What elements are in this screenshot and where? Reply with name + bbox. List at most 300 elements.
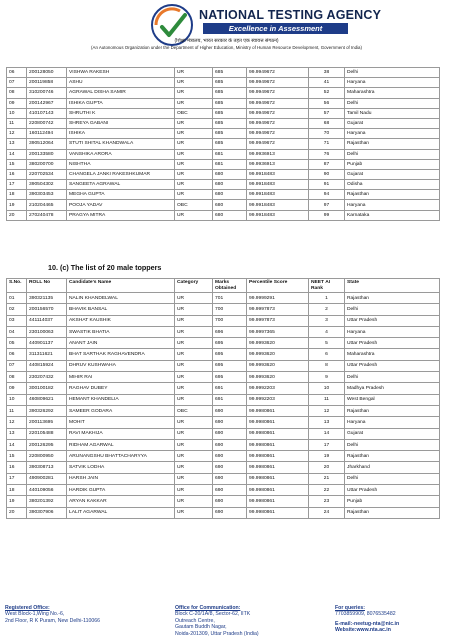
- cell-candidate-name: SHRUTHI K: [67, 108, 175, 118]
- cell-marks: 690: [213, 428, 247, 439]
- cell-candidate-name: MOHIT: [67, 417, 175, 428]
- cell-roll-no: 390308713: [27, 462, 67, 473]
- cell-sno: 04: [7, 326, 27, 337]
- female-toppers-table-continued: [6, 67, 440, 221]
- cell-sno: 16: [7, 462, 27, 473]
- cell-sno: 15: [7, 451, 27, 462]
- cell-state: Tamil Nadu: [345, 108, 440, 118]
- col-header-name: Candidate's Name: [67, 279, 175, 293]
- cell-sno: 18: [7, 190, 27, 200]
- cell-marks: 685: [213, 139, 247, 149]
- cell-marks: 696: [213, 326, 247, 337]
- table-row: [7, 159, 440, 169]
- table-row: [7, 349, 440, 360]
- queries-contact: [335, 605, 399, 634]
- cell-neet-rank: 13: [309, 417, 345, 428]
- communication-office-line: Gautam Buddh Nagar,: [175, 624, 227, 631]
- table-row: [7, 304, 440, 315]
- table-row: [7, 88, 440, 98]
- cell-state: Delhi: [345, 98, 440, 108]
- cell-candidate-name: ISHIKA: [67, 129, 175, 139]
- cell-sno: 05: [7, 338, 27, 349]
- cell-sno: 13: [7, 139, 27, 149]
- cell-category: OBC: [175, 200, 213, 210]
- cell-neet-rank: 2: [309, 304, 345, 315]
- cell-roll-no: 220800742: [27, 118, 67, 128]
- cell-candidate-name: RAGHAV DUBEY: [67, 383, 175, 394]
- registered-office-title: Registered Office:: [5, 605, 50, 611]
- cell-category: UR: [175, 315, 213, 326]
- cell-candidate-name: ISHIKA GUPTA: [67, 98, 175, 108]
- cell-marks: 680: [213, 200, 247, 210]
- section-title: 10. (c) The list of 20 male toppers: [48, 263, 162, 272]
- cell-sno: 13: [7, 428, 27, 439]
- cell-roll-no: 210204465: [27, 200, 67, 210]
- cell-candidate-name: SHREYA GABANI: [67, 118, 175, 128]
- cell-marks: 695: [213, 349, 247, 360]
- hindi-subtitle: (शिक्षा मंत्रालय, भारत सरकार के तहत एक स्वायत्त संगठन): [174, 38, 279, 44]
- cell-category: OBC: [175, 405, 213, 416]
- cell-marks: 685: [213, 78, 247, 88]
- cell-neet-rank: 4: [309, 326, 345, 337]
- cell-state: Gujarat: [345, 118, 440, 128]
- english-subtitle: (An Autonomous Organization under the Department of Higher Education, Ministry of Human Resource Development, Government of India): [91, 45, 362, 50]
- cell-state: Gujarat: [345, 169, 440, 179]
- cell-category: UR: [175, 349, 213, 360]
- cell-neet-rank: 3: [309, 315, 345, 326]
- cell-state: Uttar Pradesh: [345, 485, 440, 496]
- cell-roll-no: 200119858: [27, 78, 67, 88]
- cell-percentile: 99.9949672: [247, 78, 309, 88]
- cell-category: UR: [175, 88, 213, 98]
- cell-candidate-name: AGRAWAL DISHA SAMIR: [67, 88, 175, 98]
- table-row: [7, 169, 440, 179]
- cell-category: UR: [175, 169, 213, 179]
- cell-sno: 18: [7, 485, 27, 496]
- cell-percentile: 99.9980861: [247, 507, 309, 518]
- cell-category: UR: [175, 304, 213, 315]
- cell-sno: 14: [7, 439, 27, 450]
- cell-neet-rank: 12: [309, 405, 345, 416]
- cell-state: Rajasthan: [345, 139, 440, 149]
- cell-state: Delhi: [345, 372, 440, 383]
- table-row: [7, 338, 440, 349]
- cell-roll-no: 230207432: [27, 372, 67, 383]
- cell-sno: 10: [7, 108, 27, 118]
- cell-percentile: 99.9997873: [247, 304, 309, 315]
- table-row: [7, 326, 440, 337]
- table-row: [7, 439, 440, 450]
- cell-percentile: 99.9997873: [247, 315, 309, 326]
- cell-marks: 680: [213, 210, 247, 220]
- cell-percentile: 99.9993620: [247, 338, 309, 349]
- table-row: [7, 190, 440, 200]
- cell-neet-rank: 52: [309, 88, 345, 98]
- cell-category: OBC: [175, 108, 213, 118]
- cell-percentile: 99.9918483: [247, 169, 309, 179]
- cell-marks: 691: [213, 383, 247, 394]
- cell-percentile: 99.9980861: [247, 428, 309, 439]
- cell-roll-no: 390303453: [27, 190, 67, 200]
- cell-state: Haryana: [345, 417, 440, 428]
- table-row: [7, 68, 440, 78]
- cell-category: UR: [175, 159, 213, 169]
- cell-neet-rank: 21: [309, 473, 345, 484]
- cell-category: UR: [175, 462, 213, 473]
- table-row: [7, 473, 440, 484]
- cell-percentile: 99.9993620: [247, 372, 309, 383]
- table-row: [7, 118, 440, 128]
- table-row: [7, 315, 440, 326]
- cell-candidate-name: BHAVIK BANSAL: [67, 304, 175, 315]
- cell-candidate-name: RIDHAM AGARWAL: [67, 439, 175, 450]
- cell-roll-no: 390321135: [27, 293, 67, 304]
- col-header-rank: NEET AI Rank: [309, 279, 345, 293]
- cell-state: Delhi: [345, 473, 440, 484]
- page-footer: [0, 605, 453, 640]
- col-header-sno: S.No.: [7, 279, 27, 293]
- cell-roll-no: 440901137: [27, 338, 67, 349]
- cell-marks: 685: [213, 88, 247, 98]
- cell-sno: 19: [7, 200, 27, 210]
- cell-sno: 20: [7, 507, 27, 518]
- cell-category: UR: [175, 417, 213, 428]
- cell-candidate-name: HARDIK GUPTA: [67, 485, 175, 496]
- cell-percentile: 99.9999291: [247, 293, 309, 304]
- cell-marks: 695: [213, 360, 247, 371]
- cell-neet-rank: 56: [309, 98, 345, 108]
- cell-percentile: 99.9949672: [247, 129, 309, 139]
- cell-candidate-name: SANGEETA AGRAWAL: [67, 180, 175, 190]
- cell-candidate-name: VANSHIKA ARORA: [67, 149, 175, 159]
- cell-state: West Bengal: [345, 394, 440, 405]
- cell-marks: 681: [213, 149, 247, 159]
- cell-marks: 690: [213, 405, 247, 416]
- cell-neet-rank: 41: [309, 78, 345, 88]
- col-header-state: State: [345, 279, 440, 293]
- cell-state: Delhi: [345, 68, 440, 78]
- table-row: [7, 200, 440, 210]
- cell-percentile: 99.9980861: [247, 496, 309, 507]
- cell-percentile: 99.9949672: [247, 118, 309, 128]
- cell-roll-no: 390504302: [27, 180, 67, 190]
- cell-state: Haryana: [345, 326, 440, 337]
- cell-sno: 19: [7, 496, 27, 507]
- cell-sno: 20: [7, 210, 27, 220]
- cell-neet-rank: 68: [309, 118, 345, 128]
- cell-state: Rajasthan: [345, 507, 440, 518]
- cell-neet-rank: 10: [309, 383, 345, 394]
- cell-state: Delhi: [345, 439, 440, 450]
- cell-sno: 02: [7, 304, 27, 315]
- table-row: [7, 485, 440, 496]
- cell-sno: 07: [7, 360, 27, 371]
- cell-candidate-name: DHRUV KUSHWAHA: [67, 360, 175, 371]
- cell-roll-no: 380201392: [27, 496, 67, 507]
- cell-sno: 01: [7, 293, 27, 304]
- cell-sno: 12: [7, 129, 27, 139]
- cell-percentile: 99.9980861: [247, 439, 309, 450]
- cell-marks: 690: [213, 439, 247, 450]
- cell-state: Uttar Pradesh: [345, 315, 440, 326]
- cell-marks: 685: [213, 129, 247, 139]
- cell-roll-no: 441114037: [27, 315, 67, 326]
- cell-percentile: 99.9918483: [247, 190, 309, 200]
- cell-category: UR: [175, 180, 213, 190]
- registered-office: [5, 605, 100, 624]
- cell-roll-no: 390326292: [27, 405, 67, 416]
- cell-category: UR: [175, 98, 213, 108]
- cell-category: UR: [175, 496, 213, 507]
- cell-sno: 06: [7, 349, 27, 360]
- cell-state: Maharashtra: [345, 349, 440, 360]
- cell-percentile: 99.9949672: [247, 98, 309, 108]
- cell-marks: 700: [213, 315, 247, 326]
- cell-marks: 701: [213, 293, 247, 304]
- cell-sno: 15: [7, 159, 27, 169]
- cell-roll-no: 300100182: [27, 383, 67, 394]
- cell-neet-rank: 97: [309, 200, 345, 210]
- table-row: [7, 394, 440, 405]
- cell-candidate-name: ARUNANGSHU BHATTACHARYYA: [67, 451, 175, 462]
- cell-roll-no: 440815924: [27, 360, 67, 371]
- cell-roll-no: 230100063: [27, 326, 67, 337]
- cell-percentile: 99.9993620: [247, 349, 309, 360]
- cell-state: Gujarat: [345, 428, 440, 439]
- cell-sno: 10: [7, 394, 27, 405]
- agency-name: NATIONAL TESTING AGENCY: [199, 8, 382, 22]
- cell-state: Maharashtra: [345, 88, 440, 98]
- cell-roll-no: 200113695: [27, 417, 67, 428]
- cell-marks: 690: [213, 417, 247, 428]
- cell-neet-rank: 5: [309, 338, 345, 349]
- cell-marks: 695: [213, 372, 247, 383]
- cell-candidate-name: MEGHA GUPTA: [67, 190, 175, 200]
- cell-category: UR: [175, 428, 213, 439]
- cell-marks: 685: [213, 68, 247, 78]
- cell-category: UR: [175, 439, 213, 450]
- col-header-roll: ROLL No: [27, 279, 67, 293]
- table-row: [7, 210, 440, 220]
- table-row: [7, 108, 440, 118]
- cell-state: Haryana: [345, 200, 440, 210]
- cell-roll-no: 490900281: [27, 473, 67, 484]
- table-row: [7, 451, 440, 462]
- agency-tagline: Excellence in Assessment: [203, 23, 348, 34]
- cell-roll-no: 220800950: [27, 451, 67, 462]
- cell-percentile: 99.9949672: [247, 68, 309, 78]
- cell-roll-no: 200126295: [27, 439, 67, 450]
- cell-candidate-name: RAVI MAKHIJA: [67, 428, 175, 439]
- cell-category: UR: [175, 139, 213, 149]
- cell-percentile: 99.9992203: [247, 394, 309, 405]
- cell-roll-no: 270240478: [27, 210, 67, 220]
- cell-neet-rank: 90: [309, 169, 345, 179]
- cell-category: UR: [175, 338, 213, 349]
- cell-category: UR: [175, 372, 213, 383]
- table-row: [7, 98, 440, 108]
- cell-category: UR: [175, 118, 213, 128]
- queries-website-link[interactable]: Website:www.nta.ac.in: [335, 627, 391, 634]
- cell-sno: 17: [7, 180, 27, 190]
- cell-neet-rank: 38: [309, 68, 345, 78]
- cell-neet-rank: 94: [309, 190, 345, 200]
- queries-title: For queries:: [335, 605, 365, 611]
- cell-candidate-name: SAMEER GODARA: [67, 405, 175, 416]
- table-row: [7, 372, 440, 383]
- cell-neet-rank: 19: [309, 451, 345, 462]
- male-toppers-table-body: [7, 293, 440, 519]
- cell-state: Madhya Pradesh: [345, 383, 440, 394]
- communication-office-line: Block C-20/1A/8, Sector-62, IITK: [175, 611, 251, 618]
- cell-sno: 11: [7, 118, 27, 128]
- cell-percentile: 99.9949672: [247, 88, 309, 98]
- cell-state: Rajasthan: [345, 405, 440, 416]
- table-row: [7, 129, 440, 139]
- table-row: [7, 180, 440, 190]
- cell-state: Delhi: [345, 304, 440, 315]
- cell-marks: 690: [213, 473, 247, 484]
- cell-marks: 690: [213, 451, 247, 462]
- cell-sno: 08: [7, 88, 27, 98]
- cell-sno: 09: [7, 383, 27, 394]
- cell-percentile: 99.9992203: [247, 383, 309, 394]
- table-row: [7, 383, 440, 394]
- cell-marks: 685: [213, 118, 247, 128]
- cell-marks: 681: [213, 159, 247, 169]
- cell-candidate-name: ANANT JAIN: [67, 338, 175, 349]
- cell-sno: 11: [7, 405, 27, 416]
- cell-state: Jharkhand: [345, 462, 440, 473]
- cell-percentile: 99.9918483: [247, 210, 309, 220]
- cell-roll-no: 220702534: [27, 169, 67, 179]
- cell-candidate-name: POOJA YADAV: [67, 200, 175, 210]
- cell-sno: 16: [7, 169, 27, 179]
- cell-sno: 14: [7, 149, 27, 159]
- cell-percentile: 99.9980861: [247, 451, 309, 462]
- cell-percentile: 99.9918483: [247, 200, 309, 210]
- cell-category: UR: [175, 210, 213, 220]
- cell-category: UR: [175, 394, 213, 405]
- queries-phone: 7703859909, 8076535482: [335, 611, 396, 618]
- cell-state: Punjab: [345, 159, 440, 169]
- cell-candidate-name: NISHTHA: [67, 159, 175, 169]
- cell-candidate-name: CHANGELA JANKI RAKESHKUMAR: [67, 169, 175, 179]
- communication-office-line: Noida-201309, Uttar Pradesh (India): [175, 630, 259, 637]
- cell-neet-rank: 57: [309, 108, 345, 118]
- cell-roll-no: 160112494: [27, 129, 67, 139]
- cell-marks: 685: [213, 98, 247, 108]
- cell-marks: 680: [213, 190, 247, 200]
- cell-category: UR: [175, 293, 213, 304]
- cell-state: Punjab: [345, 496, 440, 507]
- cell-candidate-name: VISHWA RAKESH: [67, 68, 175, 78]
- cell-percentile: 99.9949672: [247, 139, 309, 149]
- cell-candidate-name: BHAT SARTHAK RAGHAVENDRA: [67, 349, 175, 360]
- cell-percentile: 99.9949672: [247, 108, 309, 118]
- cell-neet-rank: 22: [309, 485, 345, 496]
- cell-state: Rajasthan: [345, 190, 440, 200]
- cell-marks: 691: [213, 394, 247, 405]
- cell-candidate-name: SATVIK LODHA: [67, 462, 175, 473]
- registered-office-line: West Block-1,Wing No.-6,: [5, 611, 65, 618]
- female-toppers-table-body: [7, 68, 440, 221]
- cell-marks: 690: [213, 485, 247, 496]
- cell-neet-rank: 11: [309, 394, 345, 405]
- cell-percentile: 99.9980861: [247, 473, 309, 484]
- cell-candidate-name: MIHIR RAI: [67, 372, 175, 383]
- cell-neet-rank: 1: [309, 293, 345, 304]
- cell-sno: 09: [7, 98, 27, 108]
- cell-candidate-name: ASHU: [67, 78, 175, 88]
- cell-roll-no: 460809621: [27, 394, 67, 405]
- queries-email-link[interactable]: E-mail:-neetug-nta@nic.in: [335, 620, 400, 627]
- cell-neet-rank: 23: [309, 496, 345, 507]
- cell-roll-no: 380200700: [27, 159, 67, 169]
- cell-marks: 690: [213, 462, 247, 473]
- col-header-category: Category: [175, 279, 213, 293]
- cell-roll-no: 390512064: [27, 139, 67, 149]
- table-row: [7, 417, 440, 428]
- cell-marks: 690: [213, 507, 247, 518]
- cell-neet-rank: 91: [309, 180, 345, 190]
- cell-state: Uttar Pradesh: [345, 338, 440, 349]
- cell-category: UR: [175, 190, 213, 200]
- cell-candidate-name: STUTI SHITAL KHANDWALA: [67, 139, 175, 149]
- cell-roll-no: 390307906: [27, 507, 67, 518]
- cell-category: UR: [175, 326, 213, 337]
- cell-neet-rank: 9: [309, 372, 345, 383]
- cell-percentile: 99.9980861: [247, 417, 309, 428]
- cell-sno: 17: [7, 473, 27, 484]
- cell-neet-rank: 6: [309, 349, 345, 360]
- cell-roll-no: 410107143: [27, 108, 67, 118]
- cell-sno: 12: [7, 417, 27, 428]
- col-header-marks: Marks Obtained: [213, 279, 247, 293]
- cell-state: Karnataka: [345, 210, 440, 220]
- table-row: [7, 496, 440, 507]
- cell-sno: 07: [7, 78, 27, 88]
- cell-state: Haryana: [345, 129, 440, 139]
- communication-office-title: Office for Communication:: [175, 605, 241, 611]
- cell-percentile: 99.9936913: [247, 159, 309, 169]
- table-header-row: [7, 279, 440, 293]
- table-row: [7, 293, 440, 304]
- cell-category: UR: [175, 383, 213, 394]
- cell-neet-rank: 14: [309, 428, 345, 439]
- cell-marks: 685: [213, 108, 247, 118]
- cell-roll-no: 310200746: [27, 88, 67, 98]
- cell-state: Delhi: [345, 149, 440, 159]
- cell-state: Odisha: [345, 180, 440, 190]
- cell-neet-rank: 71: [309, 139, 345, 149]
- cell-roll-no: 200156570: [27, 304, 67, 315]
- cell-candidate-name: AKSHAT KAUSHIK: [67, 315, 175, 326]
- table-row: [7, 507, 440, 518]
- cell-marks: 680: [213, 180, 247, 190]
- cell-percentile: 99.9997365: [247, 326, 309, 337]
- cell-roll-no: 440109056: [27, 485, 67, 496]
- cell-category: UR: [175, 451, 213, 462]
- table-row: [7, 78, 440, 88]
- table-row: [7, 462, 440, 473]
- cell-percentile: 99.9980861: [247, 462, 309, 473]
- table-row: [7, 149, 440, 159]
- cell-roll-no: 200133580: [27, 149, 67, 159]
- cell-category: UR: [175, 473, 213, 484]
- cell-marks: 680: [213, 169, 247, 179]
- cell-neet-rank: 99: [309, 210, 345, 220]
